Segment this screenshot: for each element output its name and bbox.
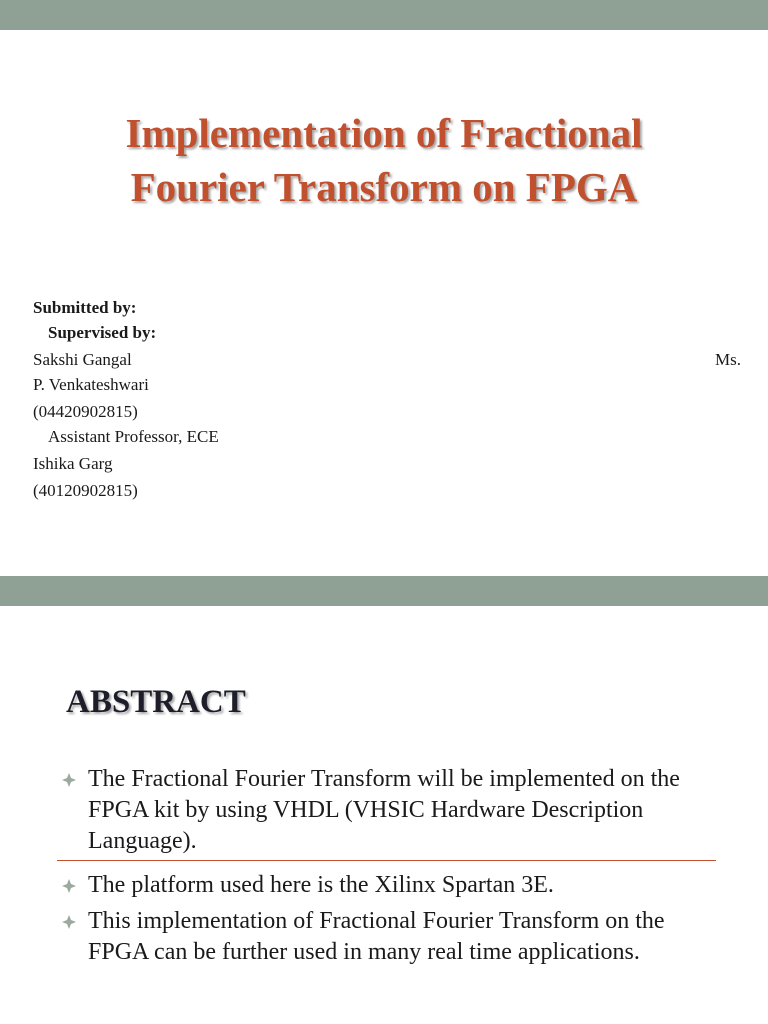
abstract-bullet-list bbox=[60, 764, 720, 973]
slide-title-line-1: Implementation of Fractional bbox=[125, 110, 643, 156]
title-slide bbox=[0, 30, 768, 576]
supervised-by-label: Supervised by: bbox=[48, 323, 157, 342]
abstract-heading: ABSTRACT bbox=[66, 684, 246, 720]
bullet-text-1: The Fractional Fourier Transform will be implemented on the FPGA kit by using VHDL (VHSIC Hardware Description Language). bbox=[88, 766, 680, 854]
diamond-bullet-icon bbox=[62, 879, 76, 893]
bullet-item-2 bbox=[60, 870, 720, 901]
slide-title-line-2: Fourier Transform on FPGA bbox=[130, 164, 638, 210]
credits-row-1 bbox=[33, 347, 743, 372]
slide-top-band bbox=[0, 0, 768, 30]
diamond-bullet-icon bbox=[62, 915, 76, 929]
bullet-item-1 bbox=[60, 764, 720, 857]
bullet-text-2: The platform used here is the Xilinx Spartan 3E. bbox=[88, 872, 554, 898]
submitted-by-label: Submitted by: bbox=[33, 298, 137, 317]
credits-block bbox=[33, 295, 743, 503]
slide-separator-band bbox=[0, 576, 768, 606]
student2-roll: (40120902815) bbox=[33, 481, 138, 500]
slide-title bbox=[0, 106, 768, 214]
student1-name: Sakshi Gangal bbox=[33, 350, 132, 369]
bullet-divider-line bbox=[57, 860, 716, 861]
student2-name: Ishika Garg bbox=[33, 454, 113, 473]
abstract-slide bbox=[0, 606, 768, 1024]
supervisor-name: P. Venkateshwari bbox=[33, 375, 149, 394]
supervisor-prefix: Ms. bbox=[715, 350, 741, 369]
diamond-bullet-icon bbox=[62, 773, 76, 787]
student1-roll: (04420902815) bbox=[33, 402, 138, 421]
supervisor-title: Assistant Professor, ECE bbox=[48, 427, 219, 446]
bullet-text-3: This implementation of Fractional Fourier Transform on the FPGA can be further used in many real time applications. bbox=[88, 908, 665, 965]
bullet-item-3 bbox=[60, 906, 720, 968]
